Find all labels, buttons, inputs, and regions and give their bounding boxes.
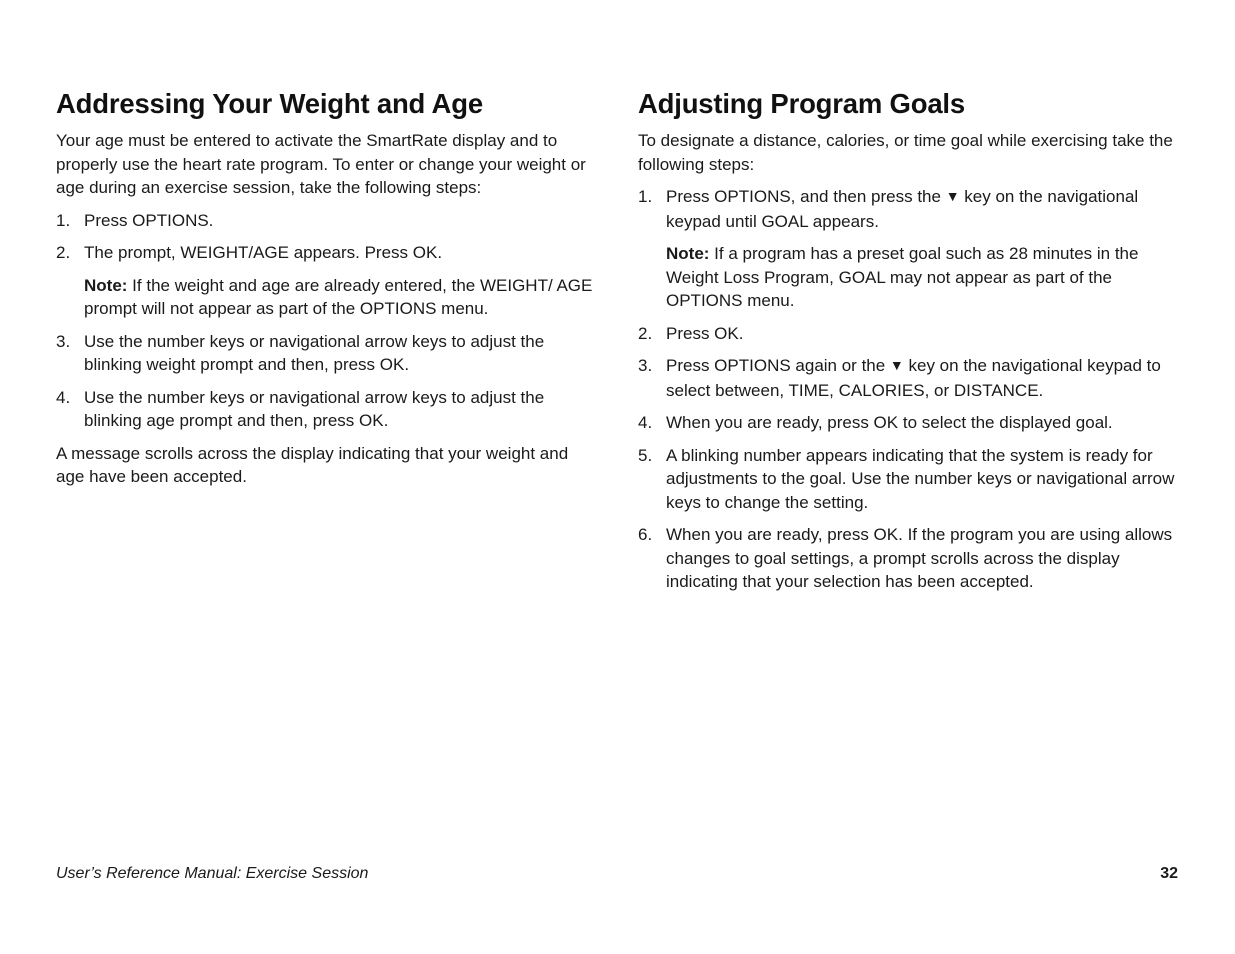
step-text: Press OPTIONS. — [84, 210, 214, 230]
step-text: When you are ready, press OK. If the program you are using allows changes to goal settings, a prompt scrolls across the display indicating that your selection has been accepted. — [666, 525, 1173, 591]
step-item — [638, 322, 1183, 346]
left-column — [56, 88, 601, 498]
footer-title: User’s Reference Manual: Exercise Session — [56, 865, 369, 882]
step-number: 3. — [56, 331, 71, 351]
step-number: 5. — [638, 445, 653, 465]
step-item — [638, 185, 1183, 313]
step-number: 1. — [56, 210, 71, 230]
down-arrow-icon: ▼ — [889, 357, 904, 373]
note-text: If the weight and age are already entered, the WEIGHT/ AGE prompt will not appear as part of the OPTIONS menu. — [84, 275, 593, 318]
steps-list — [638, 185, 1183, 594]
step-item — [638, 444, 1183, 515]
step-text: Press OPTIONS again or the — [666, 356, 890, 375]
outro-paragraph: A message scrolls across the display indicating that your weight and age have been accepted. — [56, 443, 569, 486]
step-text: Press OK. — [666, 323, 744, 343]
step-text: The prompt, WEIGHT/AGE appears. Press OK. — [84, 243, 443, 262]
note-label: Note: — [666, 244, 710, 263]
note-text: If a program has a preset goal such as 28 minutes in the Weight Loss Program, GOAL may not appear as part of the OPTIONS menu. — [666, 244, 1139, 310]
step-item — [638, 523, 1183, 594]
step-number: 4. — [638, 413, 653, 432]
note — [84, 274, 601, 321]
step-text: When you are ready, press OK to select the displayed goal. — [666, 413, 1113, 432]
step-text: key on the navigational keypad until GOAL appears. — [666, 187, 1139, 231]
note-label: Note: — [84, 275, 128, 295]
step-text: Use the number keys or navigational arrow keys to adjust the blinking weight prompt and then, press OK. — [84, 331, 545, 374]
step-item — [56, 330, 601, 377]
step-number: 2. — [638, 323, 653, 343]
step-number: 1. — [638, 187, 653, 206]
step-item — [56, 209, 601, 233]
down-arrow-icon: ▼ — [945, 188, 960, 204]
step-text: Use the number keys or navigational arrow keys to adjust the blinking age prompt and then, press OK. — [84, 387, 545, 430]
step-text: A blinking number appears indicating that the system is ready for adjustments to the goal. Use the number keys or navigational arrow keys to change the setting. — [666, 445, 1175, 512]
step-item — [56, 241, 601, 321]
page-number: 32 — [1160, 865, 1178, 882]
step-number: 4. — [56, 387, 71, 407]
step-number: 6. — [638, 525, 653, 544]
step-number: 3. — [638, 356, 653, 375]
note — [666, 242, 1183, 313]
section-heading-weight-age: Addressing Your Weight and Age — [56, 88, 483, 119]
step-item — [56, 386, 601, 433]
step-text: key on the navigational keypad to select between, TIME, CALORIES, or DISTANCE. — [666, 356, 1161, 400]
step-number: 2. — [56, 243, 71, 262]
step-item — [638, 411, 1183, 435]
intro-paragraph: To designate a distance, calories, or time goal while exercising take the following steps: — [638, 131, 1173, 174]
step-item — [638, 354, 1183, 402]
step-text: Press OPTIONS, and then press the — [666, 187, 946, 206]
intro-paragraph: Your age must be entered to activate the SmartRate display and to properly use the heart rate program. To enter or change your weight or age during an exercise session, take the following steps: — [56, 131, 586, 197]
right-column — [638, 88, 1183, 603]
steps-list — [56, 209, 601, 433]
section-heading-program-goals: Adjusting Program Goals — [638, 88, 965, 119]
